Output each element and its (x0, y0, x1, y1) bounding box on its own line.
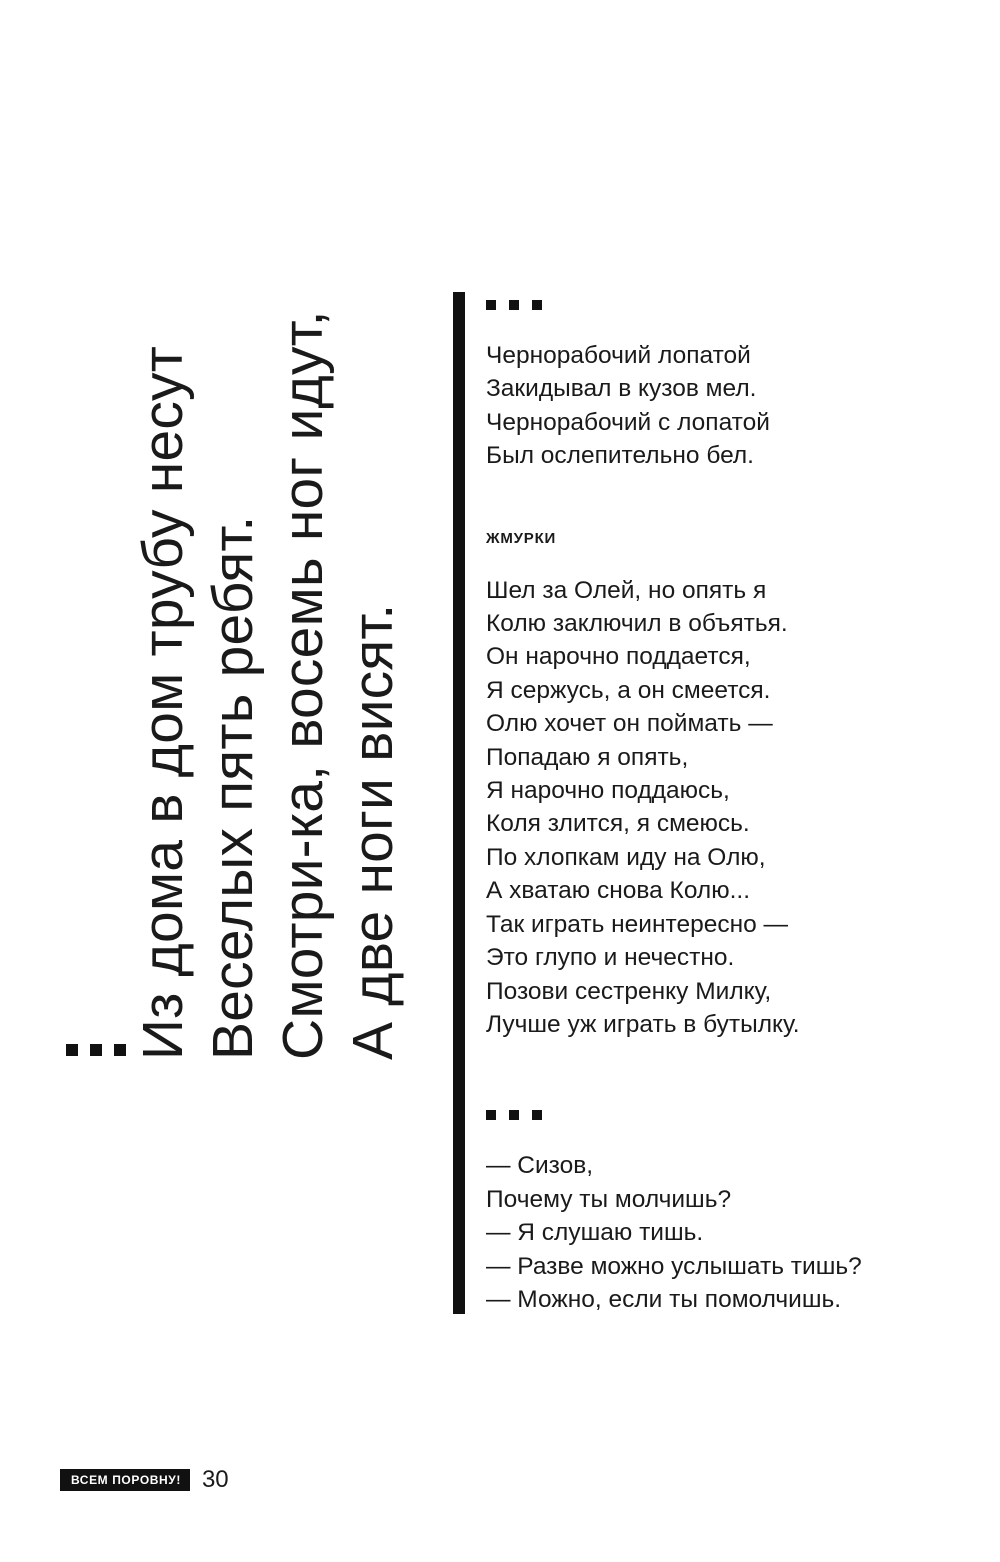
poem-line: — Я слушаю тишь. (486, 1219, 704, 1247)
poem-line: Закидывал в кузов мел. (486, 375, 757, 403)
poem-line: Олю хочет он поймать — (486, 710, 773, 738)
poem-line: А хватаю снова Колю... (486, 877, 751, 905)
poem-line: Смотри-ка, восемь ног идут, (271, 310, 335, 1060)
poem-line: Лучше уж играть в бутылку. (486, 1010, 800, 1038)
section-marker-dots-icon (66, 1012, 126, 1070)
poem-line: Из дома в дом трубу несут (131, 345, 195, 1060)
poem-section-1 (486, 300, 986, 473)
poem-line: — Разве можно услышать тишь? (486, 1252, 862, 1280)
poem-line: Чернорабочий лопатой (486, 342, 751, 369)
section-marker-dots-icon (486, 300, 986, 310)
poem-line: Позови сестренку Милку, (486, 977, 772, 1005)
stanza (486, 1149, 986, 1316)
right-column (486, 300, 986, 1316)
poem-line: Был ослепительно бел. (486, 442, 754, 470)
rotated-poem-lines (128, 310, 408, 1060)
poem-line: — Можно, если ты помолчишь. (486, 1285, 842, 1313)
poem-line: Попадаю я опять, (486, 743, 689, 771)
poem-line: Чернорабочий с лопатой (486, 408, 770, 436)
poem-section-3 (486, 1110, 986, 1316)
poem-section-2 (486, 530, 986, 1042)
book-title-badge: ВСЕМ ПОРОВНУ! (60, 1469, 190, 1491)
poem-line: Почему ты молчишь? (486, 1185, 732, 1213)
poem-line: Это глупо и нечестно. (486, 944, 735, 972)
page-footer (60, 1466, 229, 1494)
poem-line: Я нарочно поддаюсь, (486, 777, 730, 805)
poem-line: Он нарочно поддается, (486, 643, 751, 671)
stanza (486, 574, 986, 1042)
poem-line: Шел за Олей, но опять я (486, 576, 767, 604)
page-number: 30 (201, 1466, 229, 1493)
poem-line: Колю заключил в объятья. (486, 610, 788, 638)
vertical-divider (453, 292, 465, 1314)
poem-line: Коля злится, я смеюсь. (486, 810, 750, 838)
poem-line: А две ноги висят. (341, 603, 405, 1060)
poem-line: Я сержусь, а он смеется. (486, 676, 771, 704)
poem-title: ЖМУРКИ (486, 529, 557, 547)
stanza (486, 339, 986, 473)
poem-line: — Сизов, (486, 1152, 594, 1180)
poem-line: Веселых пять ребят. (201, 515, 265, 1060)
poem-line: По хлопкам иду на Олю, (486, 843, 766, 871)
section-marker-dots-icon (486, 1110, 986, 1120)
poem-line: Так играть неинтересно — (486, 910, 789, 938)
